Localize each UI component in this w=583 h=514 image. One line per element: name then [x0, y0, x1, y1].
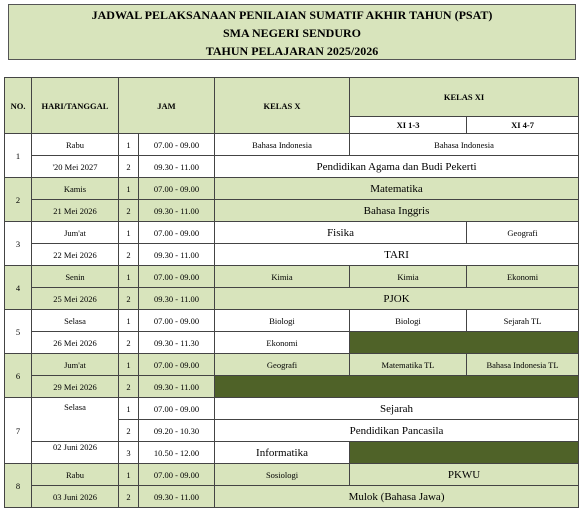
- slot-number: 3: [119, 442, 139, 464]
- slot-time: 10.50 - 12.00: [139, 442, 215, 464]
- subject-cell: Bahasa Indonesia: [350, 134, 579, 156]
- subject-cell: Mulok (Bahasa Jawa): [215, 486, 579, 508]
- day-no: 4: [5, 266, 32, 310]
- slot-number: 2: [119, 420, 139, 442]
- day-no: 8: [5, 464, 32, 508]
- subject-cell: PJOK: [215, 288, 579, 310]
- title-line-3: TAHUN PELAJARAN 2025/2026: [205, 44, 379, 58]
- subject-cell: Sejarah TL: [467, 310, 579, 332]
- day-name: Rabu: [32, 464, 119, 486]
- header-no: NO.: [5, 78, 32, 134]
- day-name: Senin: [32, 266, 119, 288]
- subject-cell: Geografi: [215, 354, 350, 376]
- slot-number: 2: [119, 376, 139, 398]
- subject-cell: Bahasa Inggris: [215, 200, 579, 222]
- day-no: 5: [5, 310, 32, 354]
- day-name: Jum'at: [32, 222, 119, 244]
- day-date: 02 Juni 2026: [32, 442, 119, 464]
- header-kelas-xi: KELAS XI: [350, 78, 579, 117]
- day-date: 21 Mei 2026: [32, 200, 119, 222]
- subject-cell: Bahasa Indonesia: [215, 134, 350, 156]
- header-xi-4-7: XI 4-7: [467, 117, 579, 134]
- subject-cell: Kimia: [350, 266, 467, 288]
- header-kelas-x: KELAS X: [215, 78, 350, 134]
- header-xi-1-3: XI 1-3: [350, 117, 467, 134]
- subject-cell: PKWU: [350, 464, 579, 486]
- subject-cell: Biologi: [215, 310, 350, 332]
- slot-time: 09.30 - 11.00: [139, 200, 215, 222]
- title-banner: [8, 4, 576, 60]
- subject-cell: Matematika: [215, 178, 579, 200]
- subject-cell: TARI: [215, 244, 579, 266]
- slot-number: 1: [119, 134, 139, 156]
- subject-cell: Ekonomi: [215, 332, 350, 354]
- slot-time: 07.00 - 09.00: [139, 464, 215, 486]
- slot-time: 07.00 - 09.00: [139, 310, 215, 332]
- slot-number: 1: [119, 354, 139, 376]
- slot-number: 1: [119, 222, 139, 244]
- slot-number: 2: [119, 288, 139, 310]
- subject-cell: Informatika: [215, 442, 350, 464]
- slot-time: 09.30 - 11.00: [139, 486, 215, 508]
- slot-time: 07.00 - 09.00: [139, 398, 215, 420]
- subject-cell: Pendidikan Agama dan Budi Pekerti: [215, 156, 579, 178]
- day-date: 26 Mei 2026: [32, 332, 119, 354]
- subject-cell: Pendidikan Pancasila: [215, 420, 579, 442]
- subject-cell: Geografi: [467, 222, 579, 244]
- slot-time: 09.20 - 10.30: [139, 420, 215, 442]
- slot-number: 1: [119, 178, 139, 200]
- slot-time: 09.30 - 11.00: [139, 288, 215, 310]
- day-no: 3: [5, 222, 32, 266]
- day-name: Jum'at: [32, 354, 119, 376]
- slot-number: 2: [119, 200, 139, 222]
- slot-number: 2: [119, 486, 139, 508]
- slot-number: 2: [119, 332, 139, 354]
- slot-number: 2: [119, 156, 139, 178]
- slot-number: 2: [119, 244, 139, 266]
- subject-cell: Ekonomi: [467, 266, 579, 288]
- subject-cell: Biologi: [350, 310, 467, 332]
- slot-number: 1: [119, 266, 139, 288]
- subject-cell: Kimia: [215, 266, 350, 288]
- header-jam: JAM: [119, 78, 215, 134]
- day-name: Rabu: [32, 134, 119, 156]
- day-no: 2: [5, 178, 32, 222]
- slot-time: 09.30 - 11.00: [139, 156, 215, 178]
- slot-time: 09.30 - 11.00: [139, 376, 215, 398]
- slot-time: 07.00 - 09.00: [139, 354, 215, 376]
- slot-number: 1: [119, 464, 139, 486]
- subject-cell: Matematika TL: [350, 354, 467, 376]
- day-date: 03 Juni 2026: [32, 486, 119, 508]
- day-name: Selasa: [32, 398, 119, 442]
- blocked-cell: [350, 332, 579, 354]
- slot-time: 07.00 - 09.00: [139, 222, 215, 244]
- slot-time: 09.30 - 11.00: [139, 244, 215, 266]
- day-date: '20 Mei 2027: [32, 156, 119, 178]
- subject-cell: Fisika: [215, 222, 467, 244]
- day-no: 1: [5, 134, 32, 178]
- blocked-cell: [215, 376, 579, 398]
- day-date: 29 Mei 2026: [32, 376, 119, 398]
- day-name: Kamis: [32, 178, 119, 200]
- slot-number: 1: [119, 398, 139, 420]
- slot-time: 09.30 - 11.30: [139, 332, 215, 354]
- schedule-table: [4, 77, 579, 508]
- blocked-cell: [350, 442, 579, 464]
- day-no: 7: [5, 398, 32, 464]
- day-date: 25 Mei 2026: [32, 288, 119, 310]
- title-line-2: SMA NEGERI SENDURO: [222, 26, 362, 40]
- slot-time: 07.00 - 09.00: [139, 266, 215, 288]
- day-date: 22 Mei 2026: [32, 244, 119, 266]
- day-name: Selasa: [32, 310, 119, 332]
- slot-time: 07.00 - 09.00: [139, 178, 215, 200]
- day-no: 6: [5, 354, 32, 398]
- subject-cell: Sejarah: [215, 398, 579, 420]
- subject-cell: Bahasa Indonesia TL: [467, 354, 579, 376]
- slot-time: 07.00 - 09.00: [139, 134, 215, 156]
- title-line-1: JADWAL PELAKSANAAN PENILAIAN SUMATIF AKHIR TAHUN (PSAT): [91, 8, 493, 22]
- subject-cell: Sosiologi: [215, 464, 350, 486]
- header-hari-tanggal: HARI/TANGGAL: [32, 78, 119, 134]
- slot-number: 1: [119, 310, 139, 332]
